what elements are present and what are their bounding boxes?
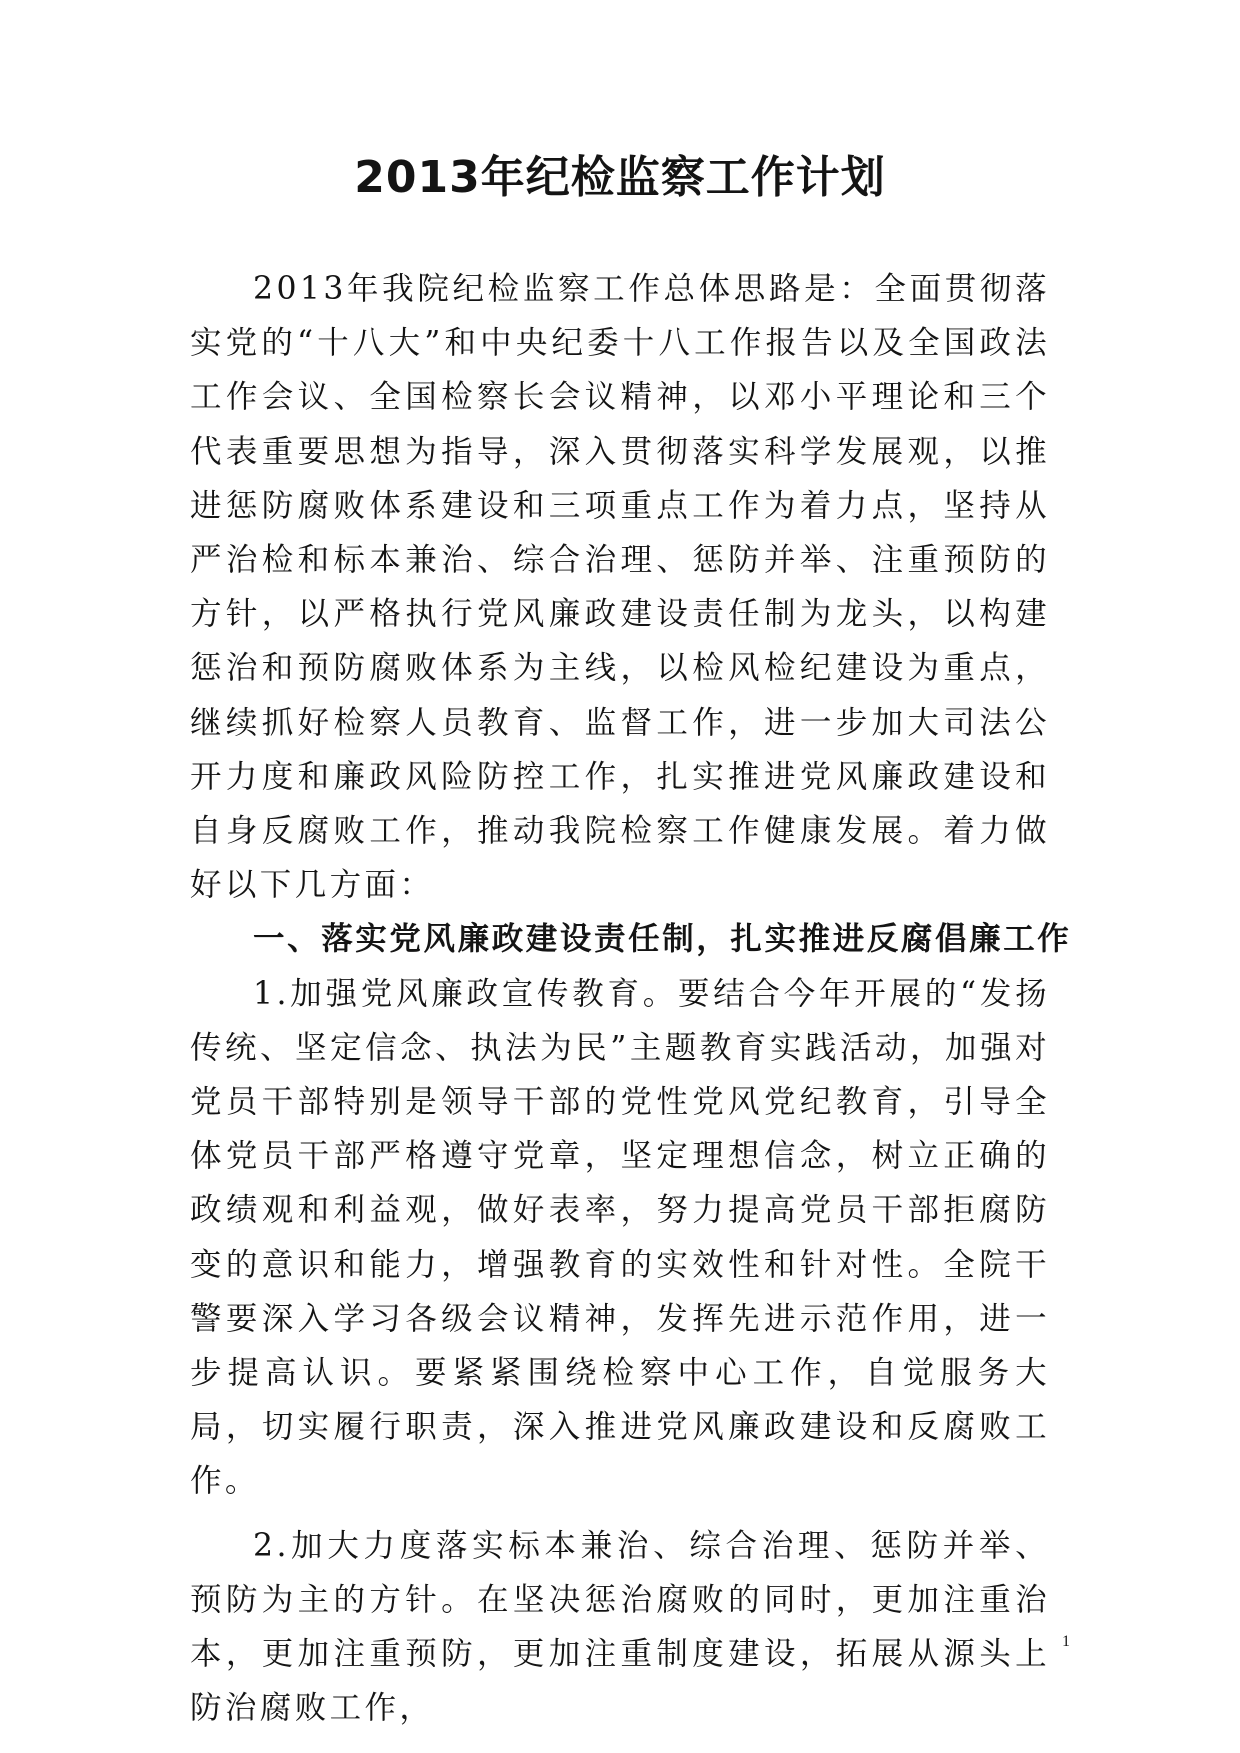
document-body [190, 262, 1072, 1735]
document-title: 2013年纪检监察工作计划 [354, 152, 886, 203]
section-heading-1: 一、落实党风廉政建设责任制，扎实推进反腐倡廉工作 [253, 921, 1072, 958]
intro-paragraph: 2013年我院纪检监察工作总体思路是：全面贯彻落实党的“十八大”和中央纪委十八工作报告以及全国政法工作会议、全国检察长会议精神，以邓小平理论和三个代表重要思想为指导，深入贯彻落实科学发展观，以推进惩防腐败体系建设和三项重点工作为着力点，坚持从严治检和标本兼治、综合治理、惩防并举、注重预防的方针，以严格执行党风廉政建设责任制为龙头，以构建惩治和预防腐败体系为主线，以检风检纪建设为重点，继续抓好检察人员教育、监督工作，进一步加大司法公开力度和廉政风险防控工作，扎实推进党风廉政建设和自身反腐败工作，推动我院检察工作健康发展。着力做好以下几方面： [190, 271, 1050, 904]
page-number: 1 [1062, 1633, 1070, 1650]
item-paragraph-2: 2.加大力度落实标本兼治、综合治理、惩防并举、预防为主的方针。在坚决惩治腐败的同时，更加注重治本，更加注重预防，更加注重制度建设，拓展从源头上防治腐败工作， [190, 1527, 1050, 1727]
item-paragraph-1: 1.加强党风廉政宣传教育。要结合今年开展的“发扬传统、坚定信念、执法为民”主题教育实践活动，加强对党员干部特别是领导干部的党性党风党纪教育，引导全体党员干部严格遵守党章，坚定理想信念，树立正确的政绩观和利益观，做好表率，努力提高党员干部拒腐防变的意识和能力，增强教育的实效性和针对性。全院干警要深入学习各级会议精神，发挥先进示范作用，进一步提高认识。要紧紧围绕检察中心工作，自觉服务大局，切实履行职责，深入推进党风廉政建设和反腐败工作。 [190, 975, 1050, 1500]
